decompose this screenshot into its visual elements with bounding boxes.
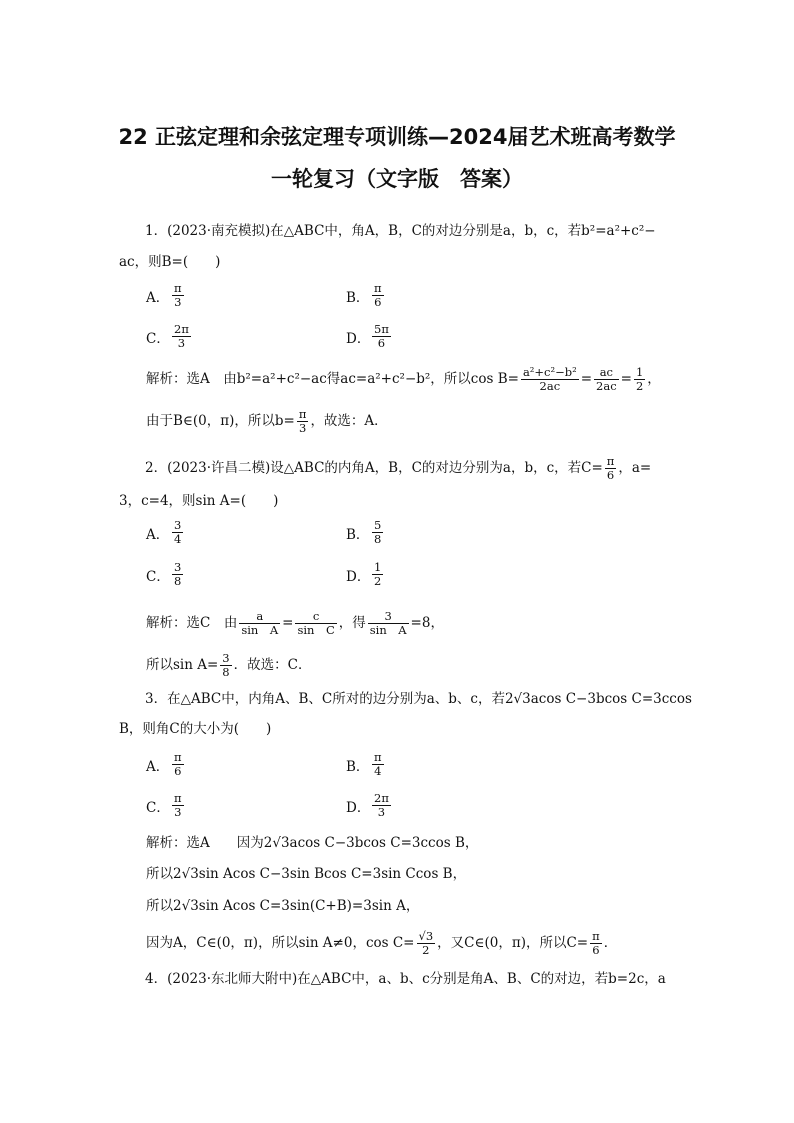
q3-option-a: A． $\frac{\pi}{6}$	[146, 750, 182, 778]
fraction: $\frac{5\pi}{6}$	[374, 322, 389, 350]
q2-option-a: A． $\frac{3}{4}$	[146, 518, 182, 546]
fraction: $\frac{\pi}{3}$	[298, 407, 307, 435]
q3-solution-line4: 因为A，C∈(0，π)，所以sin A≠0，cos C= $\frac{√3}{2}$ ，又C∈(0，π)，所以C= $\frac{\pi}{6}$ ．	[146, 929, 618, 957]
q2-stem-line2: 3，c=4，则sin A=( )	[119, 493, 279, 509]
q3-solution-line2: 所以2√3sin Acos C−3sin Bcos C=3sin Ccos B，	[146, 866, 467, 882]
document-title-line1: 22 正弦定理和余弦定理专项训练—2024届艺术班高考数学	[118, 125, 676, 149]
fraction: $\frac{3}{8}$	[174, 560, 182, 588]
q1-option-a: A． $\frac{\pi}{3}$	[146, 281, 182, 309]
fraction: $\frac{\text{a²+c²−b²}}{2ac}$	[522, 365, 577, 393]
fraction: $\frac{2\pi}{3}$	[174, 322, 189, 350]
document-title-line2: 一轮复习（文字版 答案）	[271, 167, 523, 191]
q1-solution-line1: 解析：选A 由b²=a²+c²−ac得ac=a²+c²−b²，所以cos B= $\frac{\text{a²+c²−b²}}{2ac}$ = $\frac{ac}{2ac}$ = $\frac{1}{2}$ ，	[146, 365, 661, 393]
fraction: $\frac{\pi}{3}$	[174, 281, 182, 309]
q1-option-b: B． $\frac{\pi}{6}$	[346, 281, 382, 309]
q1-option-c: C． $\frac{2\pi}{3}$	[146, 322, 189, 350]
q1-stem-line2: ac，则B=( )	[119, 254, 221, 270]
q3-option-b: B． $\frac{\pi}{4}$	[346, 750, 382, 778]
q2-stem-line1: 2．(2023·许昌二模)设△ABC的内角A，B，C的对边分别为a，b，c，若C= $\frac{\pi}{6}$ ，a=	[145, 454, 652, 482]
fraction: $\frac{1}{2}$	[374, 560, 382, 588]
fraction: $\frac{3}{4}$	[174, 518, 182, 546]
q3-stem-line2: B，则角C的大小为( )	[119, 721, 272, 737]
q3-solution-line1: 解析：选A 因为2√3acos C−3bcos C=3ccos B，	[146, 835, 479, 851]
q1-solution-line2: 由于B∈(0，π)，所以b= $\frac{\pi}{3}$ ，故选：A．	[146, 407, 388, 435]
q3-stem-line1: 3．在△ABC中，内角A、B、C所对的边分别为a、b、c，若2√3acos C−3bcos C=3ccos	[145, 691, 692, 707]
q3-option-d: D． $\frac{2\pi}{3}$	[346, 791, 389, 819]
q2-option-d: D． $\frac{1}{2}$	[346, 560, 382, 588]
q3-option-c: C． $\frac{\pi}{3}$	[146, 791, 182, 819]
fraction: $\frac{\pi}{4}$	[374, 750, 382, 778]
q4-stem-line1: 4．(2023·东北师大附中)在△ABC中，a、b、c分别是角A、B、C的对边，若b=2c，a	[145, 971, 666, 987]
fraction: $\frac{1}{2}$	[635, 365, 644, 393]
q2-solution-line1: 解析：选C 由 $\frac{a}{\text{sin A}}$ = $\frac{c}{\text{sin C}}$ ，得 $\frac{3}{\text{sin A}}$ =8，	[146, 609, 444, 637]
q1-option-d: D． $\frac{5\pi}{6}$	[346, 322, 389, 350]
fraction: $\frac{5}{8}$	[374, 518, 382, 546]
fraction: $\frac{2\pi}{3}$	[374, 791, 389, 819]
fraction: $\frac{ac}{2ac}$	[596, 365, 617, 393]
q1-stem-line1: 1．(2023·南充模拟)在△ABC中，角A，B，C的对边分别是a，b，c，若b²=a²+c²−	[145, 223, 656, 239]
fraction: $\frac{\pi}{3}$	[174, 791, 182, 819]
fraction: $\frac{\pi}{6}$	[374, 281, 382, 309]
fraction: $\frac{√3}{2}$	[418, 929, 434, 957]
fraction: $\frac{a}{\text{sin A}}$	[241, 609, 279, 637]
fraction: $\frac{3}{8}$	[222, 651, 230, 679]
q2-solution-line2: 所以sin A= $\frac{3}{8}$ ．故选：C．	[146, 651, 312, 679]
q3-solution-line3: 所以2√3sin Acos C=3sin(C+B)=3sin A，	[146, 898, 420, 914]
fraction: $\frac{c}{\text{sin C}}$	[297, 609, 335, 637]
fraction: $\frac{3}{\text{sin A}}$	[369, 609, 407, 637]
q2-option-b: B． $\frac{5}{8}$	[346, 518, 382, 546]
q2-option-c: C． $\frac{3}{8}$	[146, 560, 182, 588]
fraction: $\frac{\pi}{6}$	[606, 454, 615, 482]
fraction: $\frac{\pi}{6}$	[592, 929, 600, 957]
fraction: $\frac{\pi}{6}$	[174, 750, 182, 778]
